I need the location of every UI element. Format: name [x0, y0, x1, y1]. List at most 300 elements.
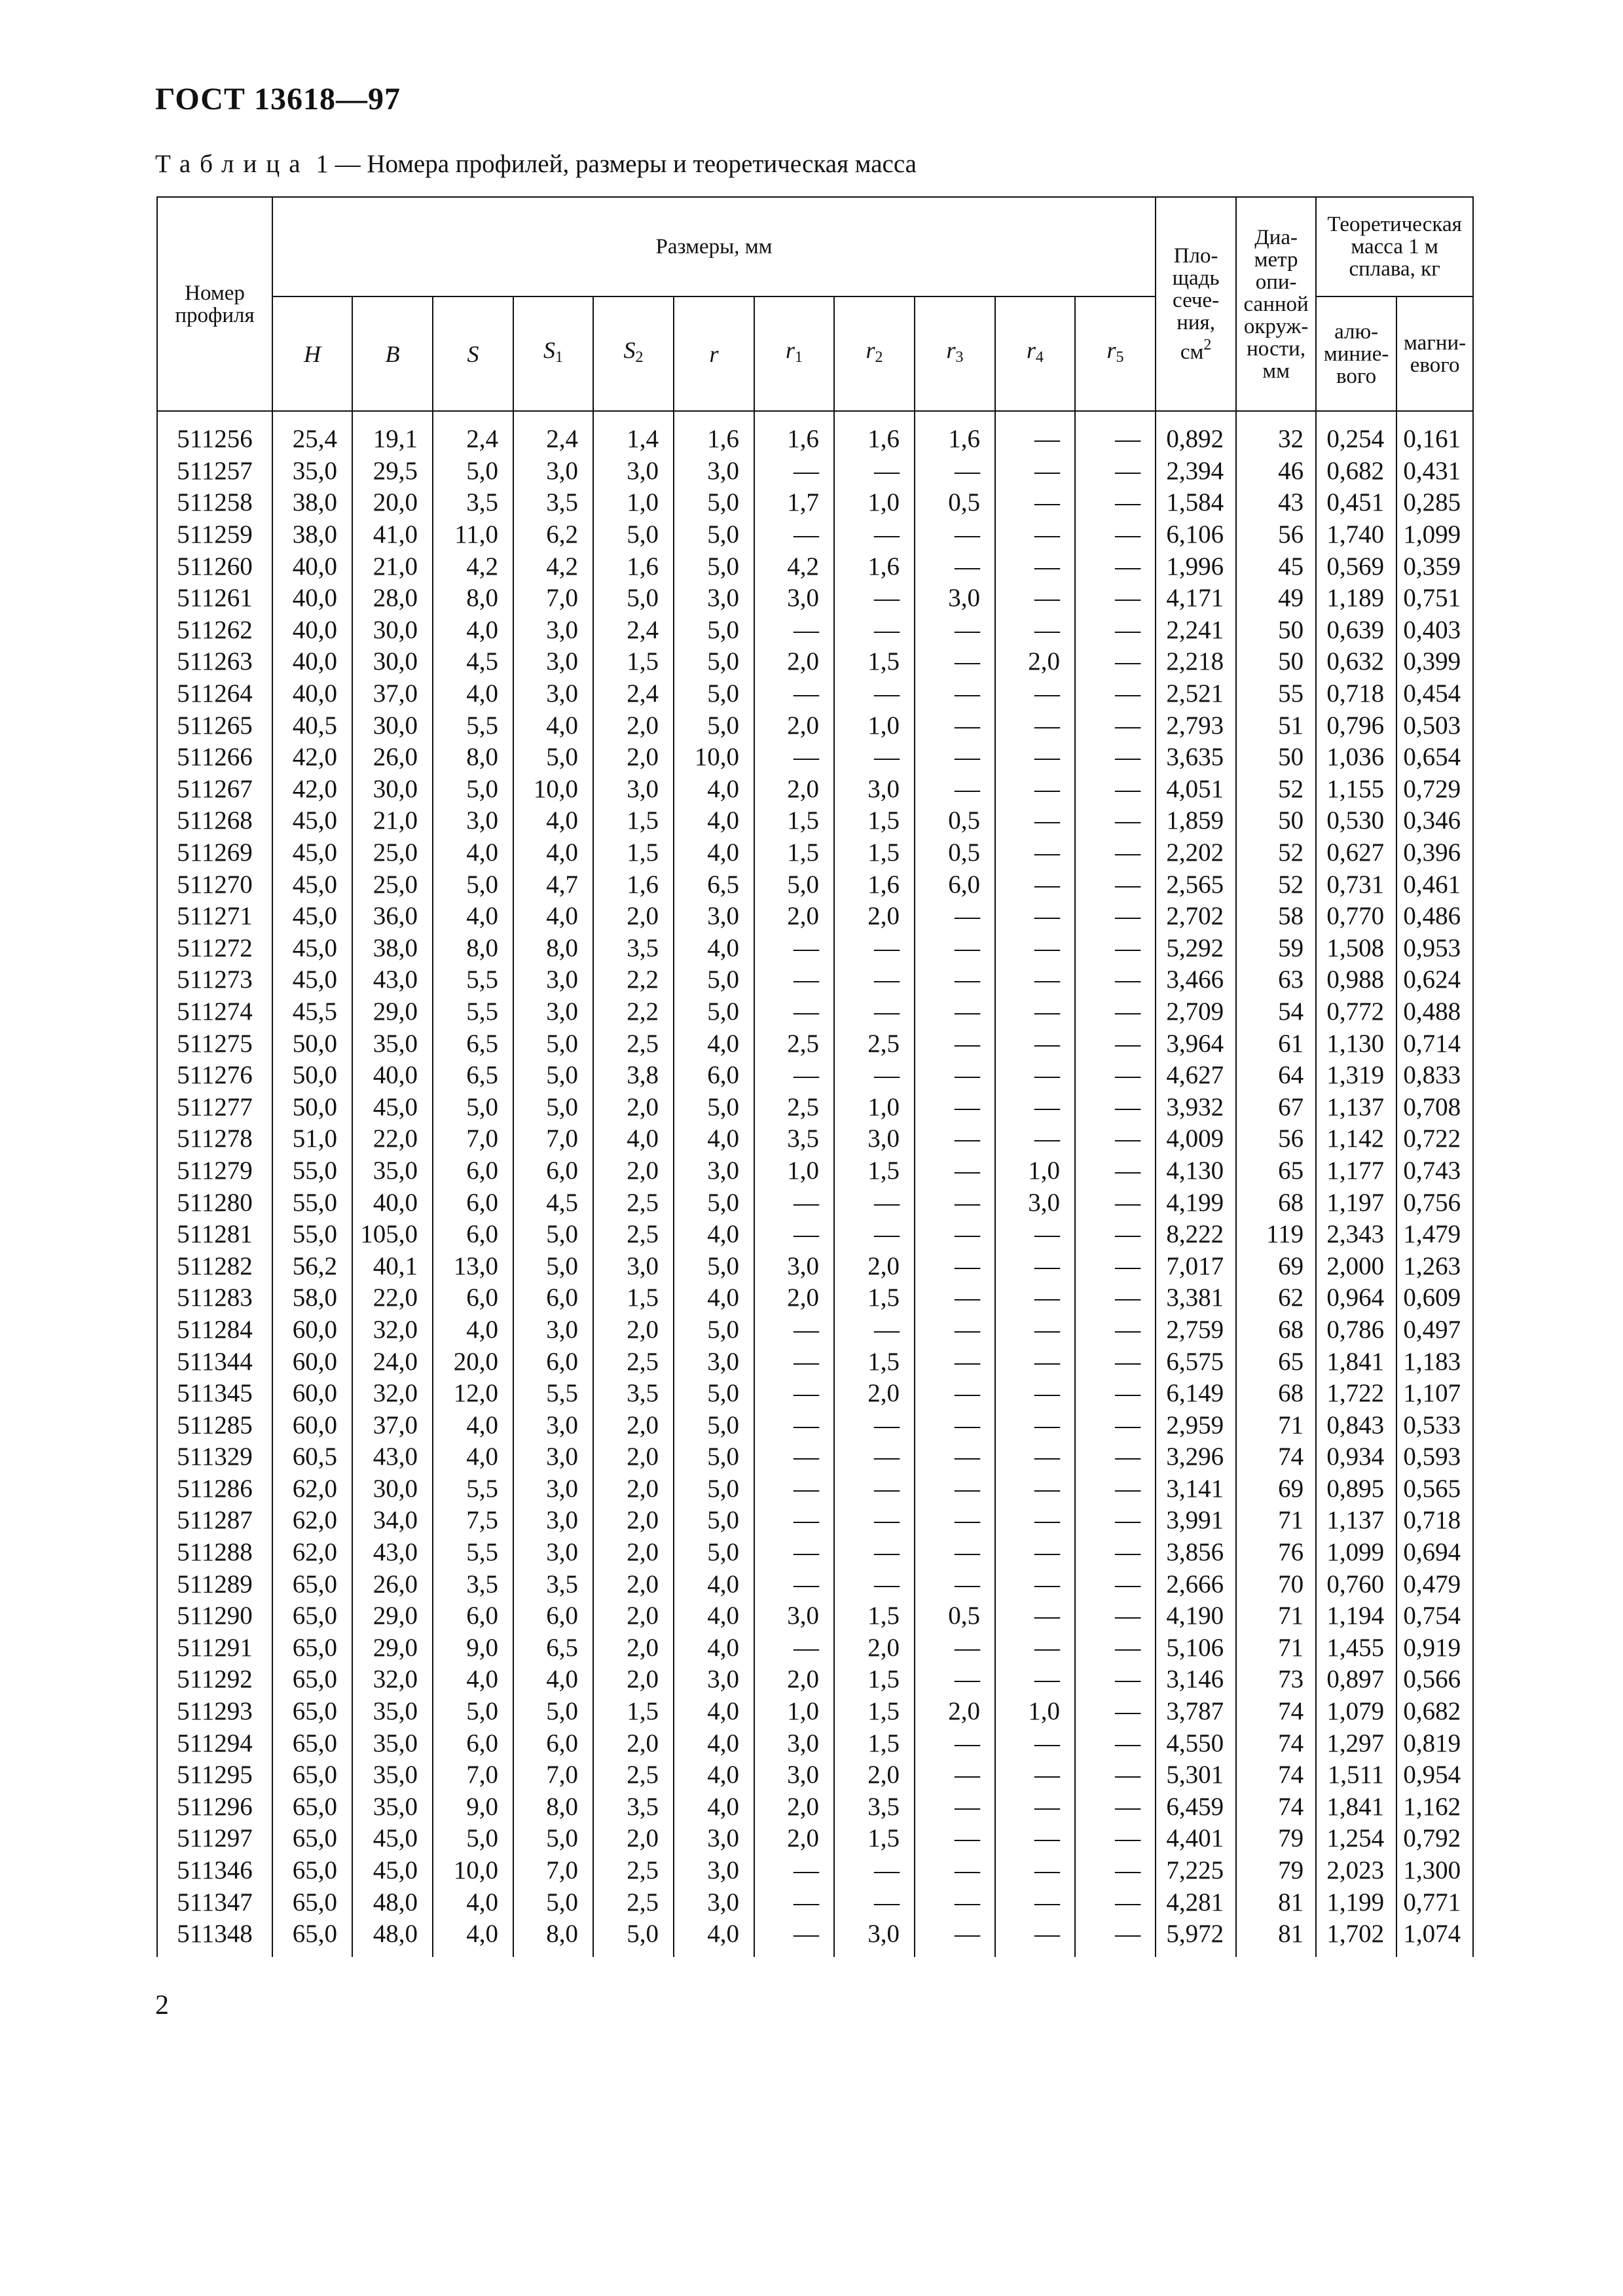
- cell-diameter: 119: [1236, 1219, 1316, 1251]
- cell-area: 5,106: [1156, 1632, 1236, 1664]
- cell-H: 38,0: [272, 519, 352, 551]
- cell-S2: 2,0: [593, 1473, 674, 1505]
- cell-area: 2,394: [1156, 456, 1236, 488]
- cell-S2: 3,0: [593, 774, 674, 806]
- cell-area: 6,106: [1156, 519, 1236, 551]
- cell-r1: —: [754, 1568, 834, 1600]
- cell-r4: —: [995, 933, 1075, 965]
- cell-r: 4,0: [674, 1918, 754, 1950]
- cell-B: 43,0: [352, 1537, 433, 1569]
- cell-r5: —: [1075, 742, 1156, 774]
- header-magnesium: магни- евого: [1396, 296, 1473, 411]
- cell-S1: 7,0: [513, 583, 593, 615]
- cell-r3: —: [915, 774, 995, 806]
- cell-diameter: 58: [1236, 901, 1316, 933]
- cell-area: 2,702: [1156, 901, 1236, 933]
- cell-area: 3,964: [1156, 1028, 1236, 1060]
- cell-H: 50,0: [272, 1091, 352, 1123]
- cell-area: 4,051: [1156, 774, 1236, 806]
- cell-S2: 2,2: [593, 996, 674, 1028]
- cell-S2: 4,0: [593, 1123, 674, 1155]
- cell-H: 60,0: [272, 1409, 352, 1441]
- cell-r: 5,0: [674, 1187, 754, 1219]
- cell-aluminium: 0,897: [1316, 1664, 1396, 1696]
- cell-S: 9,0: [433, 1632, 513, 1664]
- cell-area: 4,190: [1156, 1600, 1236, 1632]
- cell-profile: 511288: [157, 1537, 272, 1569]
- cell-S2: 1,5: [593, 805, 674, 837]
- cell-r1: 3,0: [754, 1759, 834, 1791]
- table-row: [157, 678, 1473, 710]
- cell-area: 6,459: [1156, 1791, 1236, 1823]
- cell-aluminium: 0,731: [1316, 869, 1396, 901]
- cell-r5: —: [1075, 1091, 1156, 1123]
- cell-r4: 3,0: [995, 1187, 1075, 1219]
- header-r3-base: r: [946, 337, 956, 363]
- table-row: [157, 933, 1473, 965]
- header-r1: [754, 296, 834, 411]
- cell-diameter: 68: [1236, 1187, 1316, 1219]
- header-S1: [513, 296, 593, 411]
- cell-r5: —: [1075, 1028, 1156, 1060]
- cell-r5: —: [1075, 901, 1156, 933]
- cell-S1: 6,0: [513, 1282, 593, 1314]
- cell-r1: 1,0: [754, 1696, 834, 1728]
- spacer-cell: [915, 1950, 995, 1957]
- cell-B: 43,0: [352, 964, 433, 996]
- cell-r4: —: [995, 964, 1075, 996]
- cell-r3: —: [915, 1791, 995, 1823]
- cell-profile: 511263: [157, 646, 272, 678]
- cell-diameter: 74: [1236, 1791, 1316, 1823]
- cell-aluminium: 1,137: [1316, 1505, 1396, 1537]
- cell-r2: 1,5: [834, 1696, 915, 1728]
- cell-r3: —: [915, 1028, 995, 1060]
- cell-diameter: 55: [1236, 678, 1316, 710]
- cell-profile: 511296: [157, 1791, 272, 1823]
- cell-aluminium: 0,796: [1316, 709, 1396, 742]
- cell-S: 3,5: [433, 487, 513, 519]
- cell-magnesium: 0,488: [1396, 996, 1473, 1028]
- cell-S2: 3,5: [593, 933, 674, 965]
- table-row: [157, 411, 1473, 456]
- cell-B: 26,0: [352, 742, 433, 774]
- cell-S: 7,5: [433, 1505, 513, 1537]
- cell-diameter: 69: [1236, 1250, 1316, 1282]
- cell-r5: —: [1075, 964, 1156, 996]
- cell-diameter: 54: [1236, 996, 1316, 1028]
- cell-area: 3,296: [1156, 1441, 1236, 1473]
- cell-S2: 2,0: [593, 1155, 674, 1187]
- table-body: [157, 411, 1473, 1957]
- cell-magnesium: 0,609: [1396, 1282, 1473, 1314]
- cell-B: 20,0: [352, 487, 433, 519]
- cell-B: 38,0: [352, 933, 433, 965]
- cell-H: 65,0: [272, 1855, 352, 1887]
- cell-H: 65,0: [272, 1568, 352, 1600]
- header-r4-sub: 4: [1036, 349, 1044, 366]
- cell-r1: —: [754, 1187, 834, 1219]
- cell-aluminium: 1,740: [1316, 519, 1396, 551]
- cell-r: 3,0: [674, 456, 754, 488]
- cell-S: 5,0: [433, 869, 513, 901]
- cell-S2: 2,0: [593, 1314, 674, 1346]
- cell-aluminium: 0,934: [1316, 1441, 1396, 1473]
- profiles-table: [156, 196, 1474, 1957]
- cell-H: 65,0: [272, 1664, 352, 1696]
- cell-H: 58,0: [272, 1282, 352, 1314]
- cell-r2: —: [834, 1473, 915, 1505]
- cell-H: 42,0: [272, 742, 352, 774]
- cell-r2: 1,6: [834, 411, 915, 456]
- cell-r4: —: [995, 1632, 1075, 1664]
- cell-r: 3,0: [674, 583, 754, 615]
- header-r3-sub: 3: [955, 349, 964, 366]
- cell-r3: —: [915, 456, 995, 488]
- cell-diameter: 71: [1236, 1600, 1316, 1632]
- cell-r3: —: [915, 1632, 995, 1664]
- cell-r1: —: [754, 456, 834, 488]
- header-area-text: Пло- щадь сече- ния, см: [1172, 244, 1220, 364]
- cell-r: 4,0: [674, 1123, 754, 1155]
- header-S1-base: S: [543, 337, 555, 363]
- cell-profile: 511329: [157, 1441, 272, 1473]
- cell-r2: —: [834, 1855, 915, 1887]
- cell-r4: —: [995, 774, 1075, 806]
- cell-area: 1,996: [1156, 550, 1236, 583]
- cell-r1: 1,7: [754, 487, 834, 519]
- cell-area: 2,218: [1156, 646, 1236, 678]
- cell-S1: 5,0: [513, 1091, 593, 1123]
- cell-r5: —: [1075, 1123, 1156, 1155]
- spacer-cell: [1236, 1950, 1316, 1957]
- cell-r2: 1,5: [834, 1346, 915, 1378]
- cell-r2: —: [834, 583, 915, 615]
- header-area-sup: 2: [1203, 336, 1212, 353]
- cell-r5: —: [1075, 1250, 1156, 1282]
- cell-r4: —: [995, 1727, 1075, 1759]
- header-S2: [593, 296, 674, 411]
- cell-r2: 1,5: [834, 1600, 915, 1632]
- header-r1-base: r: [785, 337, 795, 363]
- cell-S1: 3,5: [513, 487, 593, 519]
- cell-r1: 3,0: [754, 583, 834, 615]
- cell-r2: 2,0: [834, 1250, 915, 1282]
- cell-H: 55,0: [272, 1187, 352, 1219]
- cell-aluminium: 0,772: [1316, 996, 1396, 1028]
- cell-r: 1,6: [674, 411, 754, 456]
- cell-profile: 511347: [157, 1886, 272, 1918]
- cell-aluminium: 1,319: [1316, 1060, 1396, 1092]
- cell-aluminium: 1,197: [1316, 1187, 1396, 1219]
- cell-r2: 1,5: [834, 837, 915, 869]
- spacer-cell: [593, 1950, 674, 1957]
- cell-r1: —: [754, 1378, 834, 1410]
- cell-magnesium: 0,497: [1396, 1314, 1473, 1346]
- cell-r3: —: [915, 1219, 995, 1251]
- cell-magnesium: 0,399: [1396, 646, 1473, 678]
- cell-S: 4,0: [433, 615, 513, 647]
- cell-H: 56,2: [272, 1250, 352, 1282]
- cell-r5: —: [1075, 1696, 1156, 1728]
- cell-diameter: 50: [1236, 615, 1316, 647]
- cell-magnesium: 1,107: [1396, 1378, 1473, 1410]
- cell-B: 36,0: [352, 901, 433, 933]
- cell-r: 3,0: [674, 901, 754, 933]
- cell-B: 34,0: [352, 1505, 433, 1537]
- cell-r1: —: [754, 1441, 834, 1473]
- cell-r4: —: [995, 678, 1075, 710]
- cell-magnesium: 0,403: [1396, 615, 1473, 647]
- spacer-cell: [1156, 1950, 1236, 1957]
- cell-S: 6,0: [433, 1727, 513, 1759]
- cell-r4: —: [995, 742, 1075, 774]
- table-row: [157, 1696, 1473, 1728]
- cell-S: 7,0: [433, 1759, 513, 1791]
- cell-r2: —: [834, 1060, 915, 1092]
- cell-r1: 3,5: [754, 1123, 834, 1155]
- cell-r2: —: [834, 742, 915, 774]
- cell-r: 4,0: [674, 1791, 754, 1823]
- cell-area: 2,666: [1156, 1568, 1236, 1600]
- cell-magnesium: 0,461: [1396, 869, 1473, 901]
- cell-r1: —: [754, 1632, 834, 1664]
- cell-magnesium: 0,431: [1396, 456, 1473, 488]
- cell-S2: 2,0: [593, 1441, 674, 1473]
- cell-profile: 511269: [157, 837, 272, 869]
- cell-S1: 4,7: [513, 869, 593, 901]
- cell-r3: —: [915, 1473, 995, 1505]
- cell-profile: 511271: [157, 901, 272, 933]
- cell-S: 8,0: [433, 742, 513, 774]
- cell-S2: 2,5: [593, 1886, 674, 1918]
- cell-profile: 511284: [157, 1314, 272, 1346]
- cell-r3: —: [915, 646, 995, 678]
- cell-profile: 511290: [157, 1600, 272, 1632]
- cell-S1: 5,0: [513, 742, 593, 774]
- cell-S1: 3,0: [513, 1505, 593, 1537]
- cell-profile: 511278: [157, 1123, 272, 1155]
- cell-S1: 7,0: [513, 1855, 593, 1887]
- cell-r: 4,0: [674, 1219, 754, 1251]
- cell-r5: —: [1075, 1346, 1156, 1378]
- cell-r4: —: [995, 411, 1075, 456]
- cell-r4: —: [995, 1568, 1075, 1600]
- cell-r5: —: [1075, 709, 1156, 742]
- cell-magnesium: 0,566: [1396, 1664, 1473, 1696]
- cell-S2: 2,5: [593, 1855, 674, 1887]
- cell-B: 30,0: [352, 774, 433, 806]
- cell-S2: 2,0: [593, 742, 674, 774]
- cell-magnesium: 0,708: [1396, 1091, 1473, 1123]
- header-r5-base: r: [1106, 337, 1116, 363]
- cell-profile: 511281: [157, 1219, 272, 1251]
- cell-r3: —: [915, 1886, 995, 1918]
- cell-profile: 511270: [157, 869, 272, 901]
- cell-S: 3,5: [433, 1568, 513, 1600]
- cell-r4: —: [995, 1855, 1075, 1887]
- cell-r2: —: [834, 615, 915, 647]
- cell-r1: 3,0: [754, 1727, 834, 1759]
- cell-r: 5,0: [674, 678, 754, 710]
- cell-S2: 2,0: [593, 709, 674, 742]
- cell-diameter: 76: [1236, 1537, 1316, 1569]
- cell-area: 3,466: [1156, 964, 1236, 996]
- cell-r2: 3,5: [834, 1791, 915, 1823]
- cell-area: 0,892: [1156, 411, 1236, 456]
- cell-r5: —: [1075, 1537, 1156, 1569]
- table-row: [157, 901, 1473, 933]
- cell-diameter: 65: [1236, 1155, 1316, 1187]
- cell-r5: —: [1075, 805, 1156, 837]
- cell-area: 8,222: [1156, 1219, 1236, 1251]
- cell-r4: —: [995, 1250, 1075, 1282]
- table-row: [157, 1060, 1473, 1092]
- cell-r3: —: [915, 1314, 995, 1346]
- cell-S: 3,0: [433, 805, 513, 837]
- cell-diameter: 71: [1236, 1632, 1316, 1664]
- cell-S: 5,5: [433, 1537, 513, 1569]
- cell-profile: 511279: [157, 1155, 272, 1187]
- cell-profile: 511282: [157, 1250, 272, 1282]
- table-row: [157, 583, 1473, 615]
- cell-B: 45,0: [352, 1855, 433, 1887]
- cell-S: 8,0: [433, 583, 513, 615]
- cell-r2: 1,5: [834, 1823, 915, 1855]
- cell-r5: —: [1075, 1473, 1156, 1505]
- cell-S: 7,0: [433, 1123, 513, 1155]
- cell-profile: 511262: [157, 615, 272, 647]
- cell-aluminium: 0,682: [1316, 456, 1396, 488]
- cell-aluminium: 1,297: [1316, 1727, 1396, 1759]
- cell-area: 6,575: [1156, 1346, 1236, 1378]
- cell-profile: 511267: [157, 774, 272, 806]
- cell-S1: 5,0: [513, 1219, 593, 1251]
- cell-B: 48,0: [352, 1918, 433, 1950]
- header-r2-base: r: [866, 337, 875, 363]
- cell-diameter: 50: [1236, 742, 1316, 774]
- cell-r3: —: [915, 1823, 995, 1855]
- cell-r1: 1,6: [754, 411, 834, 456]
- cell-r: 5,0: [674, 1250, 754, 1282]
- cell-r4: —: [995, 709, 1075, 742]
- cell-S2: 3,0: [593, 456, 674, 488]
- cell-diameter: 50: [1236, 646, 1316, 678]
- cell-H: 45,0: [272, 933, 352, 965]
- cell-r1: 2,0: [754, 1823, 834, 1855]
- cell-S2: 2,4: [593, 615, 674, 647]
- cell-magnesium: 0,624: [1396, 964, 1473, 996]
- cell-S: 4,0: [433, 837, 513, 869]
- cell-S1: 5,0: [513, 1886, 593, 1918]
- table-row: [157, 1759, 1473, 1791]
- cell-r3: —: [915, 1155, 995, 1187]
- cell-r1: —: [754, 1918, 834, 1950]
- cell-r2: 2,0: [834, 1759, 915, 1791]
- cell-S1: 5,0: [513, 1250, 593, 1282]
- cell-r4: —: [995, 1918, 1075, 1950]
- cell-profile: 511258: [157, 487, 272, 519]
- cell-H: 65,0: [272, 1918, 352, 1950]
- cell-profile: 511285: [157, 1409, 272, 1441]
- cell-aluminium: 1,199: [1316, 1886, 1396, 1918]
- cell-S1: 5,5: [513, 1378, 593, 1410]
- cell-r1: 2,0: [754, 901, 834, 933]
- cell-r1: —: [754, 1346, 834, 1378]
- cell-r5: —: [1075, 1060, 1156, 1092]
- cell-H: 65,0: [272, 1791, 352, 1823]
- cell-r2: —: [834, 1314, 915, 1346]
- cell-S2: 1,5: [593, 1282, 674, 1314]
- spacer-cell: [995, 1950, 1075, 1957]
- cell-r5: —: [1075, 1791, 1156, 1823]
- cell-profile: 511261: [157, 583, 272, 615]
- table-row: [157, 837, 1473, 869]
- cell-r1: —: [754, 615, 834, 647]
- cell-diameter: 73: [1236, 1664, 1316, 1696]
- cell-B: 35,0: [352, 1155, 433, 1187]
- cell-H: 65,0: [272, 1886, 352, 1918]
- cell-profile: 511259: [157, 519, 272, 551]
- cell-r1: —: [754, 996, 834, 1028]
- cell-profile: 511297: [157, 1823, 272, 1855]
- cell-profile: 511277: [157, 1091, 272, 1123]
- table-row: [157, 550, 1473, 583]
- cell-r4: —: [995, 456, 1075, 488]
- cell-r1: 5,0: [754, 869, 834, 901]
- cell-S1: 6,0: [513, 1600, 593, 1632]
- cell-profile: 511275: [157, 1028, 272, 1060]
- cell-aluminium: 2,343: [1316, 1219, 1396, 1251]
- cell-S: 4,2: [433, 550, 513, 583]
- cell-magnesium: 0,819: [1396, 1727, 1473, 1759]
- cell-r4: —: [995, 1600, 1075, 1632]
- cell-S2: 5,0: [593, 1918, 674, 1950]
- header-S1-sub: 1: [555, 349, 563, 366]
- cell-r: 4,0: [674, 837, 754, 869]
- cell-H: 55,0: [272, 1155, 352, 1187]
- cell-r3: —: [915, 1346, 995, 1378]
- cell-S2: 2,4: [593, 678, 674, 710]
- cell-aluminium: 1,508: [1316, 933, 1396, 965]
- cell-diameter: 65: [1236, 1346, 1316, 1378]
- table-row: [157, 1282, 1473, 1314]
- cell-r4: —: [995, 837, 1075, 869]
- cell-aluminium: 1,189: [1316, 583, 1396, 615]
- cell-diameter: 49: [1236, 583, 1316, 615]
- cell-B: 22,0: [352, 1123, 433, 1155]
- cell-H: 65,0: [272, 1727, 352, 1759]
- cell-S2: 3,5: [593, 1378, 674, 1410]
- cell-r3: —: [915, 1123, 995, 1155]
- cell-r2: 2,0: [834, 901, 915, 933]
- cell-diameter: 61: [1236, 1028, 1316, 1060]
- cell-H: 25,4: [272, 411, 352, 456]
- cell-magnesium: 0,953: [1396, 933, 1473, 965]
- cell-B: 48,0: [352, 1886, 433, 1918]
- cell-diameter: 52: [1236, 869, 1316, 901]
- cell-profile: 511280: [157, 1187, 272, 1219]
- cell-r5: —: [1075, 646, 1156, 678]
- table-row: [157, 1441, 1473, 1473]
- cell-r2: 1,6: [834, 869, 915, 901]
- cell-aluminium: 1,177: [1316, 1155, 1396, 1187]
- cell-r5: —: [1075, 1314, 1156, 1346]
- cell-S: 4,5: [433, 646, 513, 678]
- cell-B: 35,0: [352, 1727, 433, 1759]
- cell-B: 35,0: [352, 1791, 433, 1823]
- cell-S2: 3,8: [593, 1060, 674, 1092]
